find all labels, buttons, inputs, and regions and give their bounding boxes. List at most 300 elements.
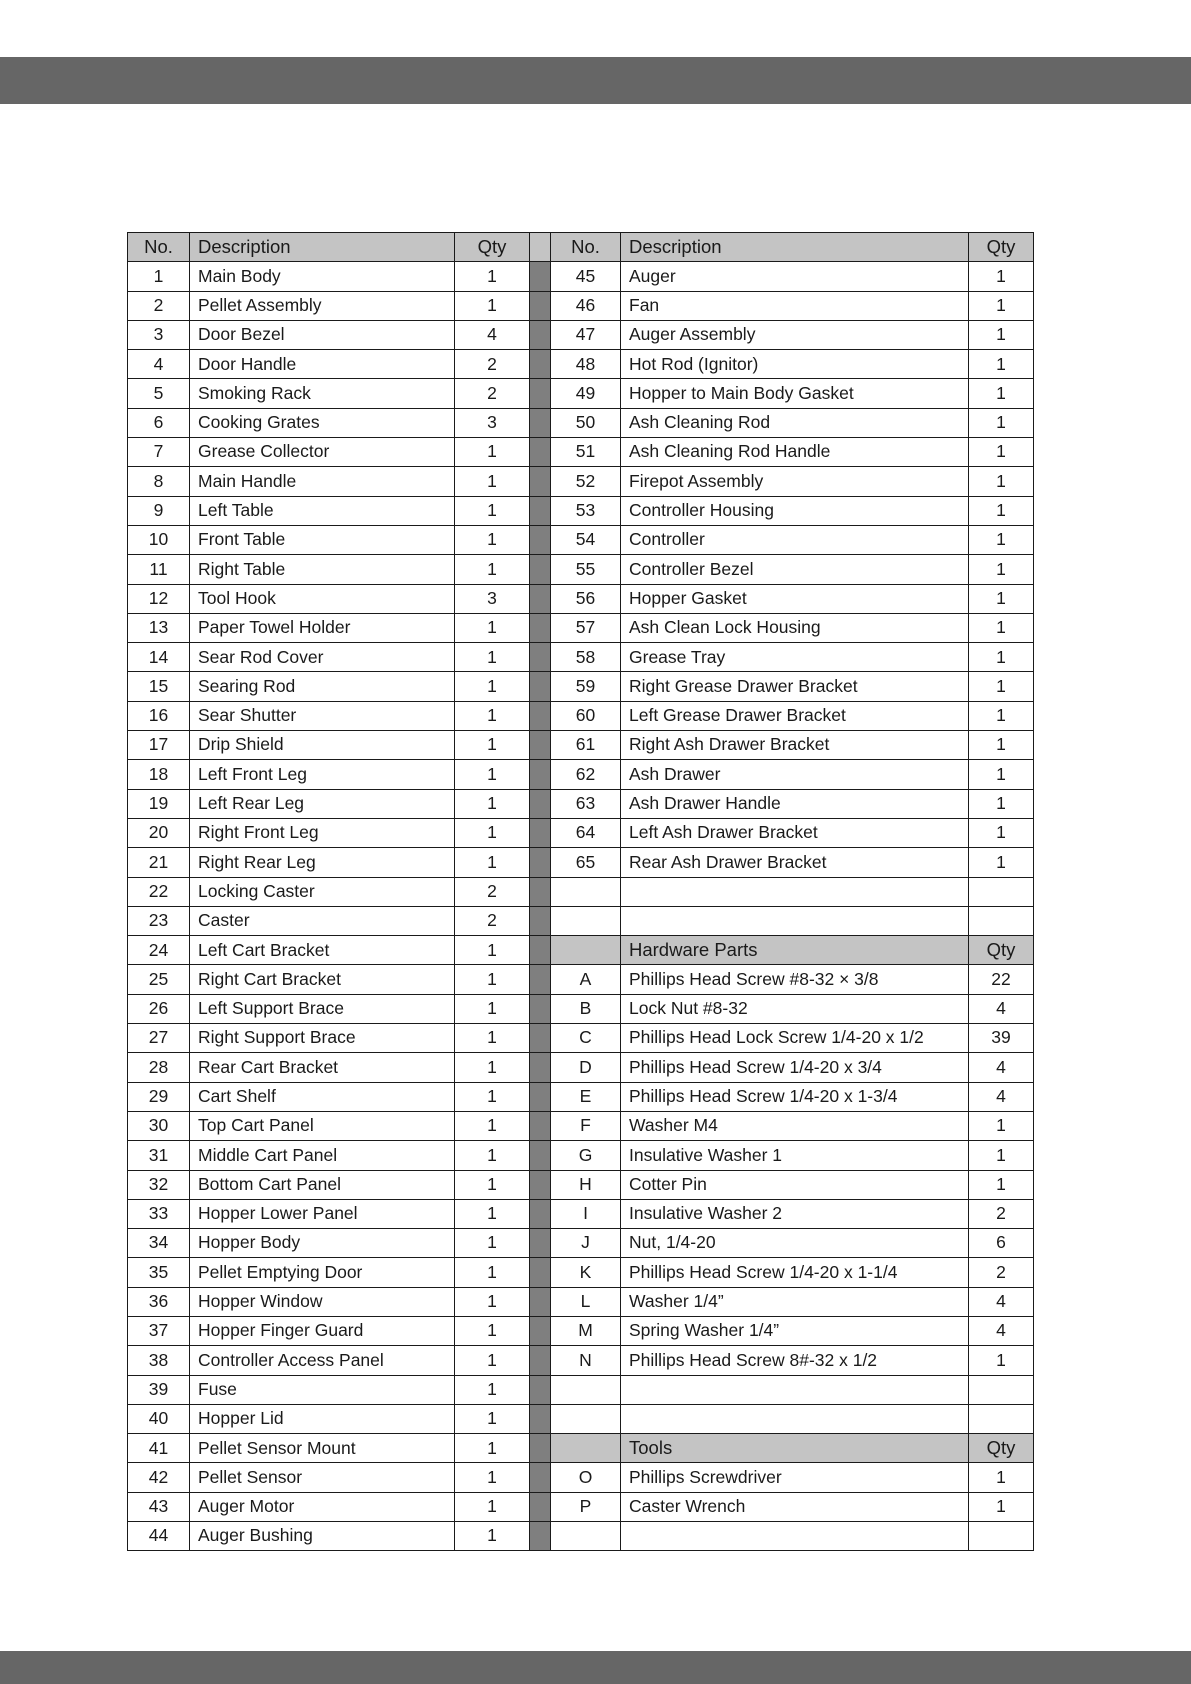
part-number: 58 — [551, 643, 621, 672]
part-number: 40 — [128, 1404, 190, 1433]
column-separator — [530, 1082, 551, 1111]
part-description: Auger — [621, 262, 969, 291]
part-number: 34 — [128, 1229, 190, 1258]
part-qty: 2 — [969, 1199, 1034, 1228]
part-number: 37 — [128, 1316, 190, 1345]
parts-list-table — [127, 232, 1034, 1551]
empty-cell — [621, 1522, 969, 1551]
empty-cell — [551, 906, 621, 935]
part-number: 49 — [551, 379, 621, 408]
column-separator — [530, 1111, 551, 1140]
part-description: Hopper Body — [190, 1229, 455, 1258]
part-qty: 1 — [455, 1199, 530, 1228]
part-qty: 1 — [969, 760, 1034, 789]
part-number: A — [551, 965, 621, 994]
column-separator — [530, 1141, 551, 1170]
part-number: 33 — [128, 1199, 190, 1228]
part-number: 17 — [128, 731, 190, 760]
part-number: 59 — [551, 672, 621, 701]
part-qty: 1 — [455, 1316, 530, 1345]
part-number: 24 — [128, 936, 190, 965]
table-row — [128, 1199, 1034, 1228]
part-description: Right Grease Drawer Bracket — [621, 672, 969, 701]
part-number: 10 — [128, 525, 190, 554]
part-qty: 1 — [455, 1522, 530, 1551]
column-separator — [530, 789, 551, 818]
part-description: Searing Rod — [190, 672, 455, 701]
part-number: C — [551, 1024, 621, 1053]
part-description: Firepot Assembly — [621, 467, 969, 496]
part-description: Phillips Head Screw 1/4-20 x 1-3/4 — [621, 1082, 969, 1111]
column-separator — [530, 379, 551, 408]
column-separator — [530, 438, 551, 467]
part-qty: 1 — [969, 672, 1034, 701]
part-description: Pellet Sensor Mount — [190, 1434, 455, 1463]
part-number: 55 — [551, 555, 621, 584]
part-description: Washer M4 — [621, 1111, 969, 1140]
column-separator — [530, 1316, 551, 1345]
column-separator — [530, 320, 551, 349]
part-description: Sear Shutter — [190, 701, 455, 730]
table-row — [128, 848, 1034, 877]
table-header-row — [128, 233, 1034, 262]
part-description: Front Table — [190, 525, 455, 554]
part-description: Tool Hook — [190, 584, 455, 613]
part-qty: 1 — [455, 848, 530, 877]
part-number: 61 — [551, 731, 621, 760]
table-row — [128, 1346, 1034, 1375]
part-qty: 1 — [969, 350, 1034, 379]
column-separator — [530, 818, 551, 847]
part-number: 48 — [551, 350, 621, 379]
part-description: Ash Drawer — [621, 760, 969, 789]
part-number: 22 — [128, 877, 190, 906]
column-separator — [530, 1170, 551, 1199]
part-description: Phillips Head Screw 1/4-20 x 3/4 — [621, 1053, 969, 1082]
section-header-qty: Qty — [969, 1434, 1034, 1463]
table-row — [128, 1024, 1034, 1053]
column-separator — [530, 1492, 551, 1521]
part-qty: 1 — [969, 291, 1034, 320]
part-description: Phillips Screwdriver — [621, 1463, 969, 1492]
table-row — [128, 965, 1034, 994]
section-header-qty: Qty — [969, 936, 1034, 965]
part-number: 23 — [128, 906, 190, 935]
table-row — [128, 1287, 1034, 1316]
part-qty: 1 — [455, 1024, 530, 1053]
part-description: Spring Washer 1/4” — [621, 1316, 969, 1345]
part-number: 31 — [128, 1141, 190, 1170]
empty-cell — [621, 1404, 969, 1433]
part-description: Controller Housing — [621, 496, 969, 525]
empty-cell — [621, 906, 969, 935]
bottom-banner — [0, 1651, 1191, 1684]
part-qty: 2 — [455, 379, 530, 408]
part-description: Caster Wrench — [621, 1492, 969, 1521]
column-separator — [530, 1404, 551, 1433]
part-qty: 1 — [455, 643, 530, 672]
part-description: Ash Clean Lock Housing — [621, 613, 969, 642]
left-qty-header: Qty — [455, 233, 530, 262]
table-row — [128, 1434, 1034, 1463]
part-qty: 1 — [455, 438, 530, 467]
part-qty: 1 — [455, 1434, 530, 1463]
part-description: Auger Bushing — [190, 1522, 455, 1551]
part-qty: 4 — [969, 1316, 1034, 1345]
part-qty: 1 — [455, 1111, 530, 1140]
part-qty: 1 — [969, 496, 1034, 525]
table-row — [128, 1170, 1034, 1199]
part-number: E — [551, 1082, 621, 1111]
part-number: 4 — [128, 350, 190, 379]
part-qty: 1 — [969, 379, 1034, 408]
part-description: Controller Bezel — [621, 555, 969, 584]
part-qty: 1 — [455, 467, 530, 496]
part-qty: 1 — [969, 789, 1034, 818]
part-number: 50 — [551, 408, 621, 437]
column-separator — [530, 1258, 551, 1287]
part-description: Cotter Pin — [621, 1170, 969, 1199]
part-description: Rear Ash Drawer Bracket — [621, 848, 969, 877]
section-header-blank — [551, 1434, 621, 1463]
part-number: 16 — [128, 701, 190, 730]
part-number: 28 — [128, 1053, 190, 1082]
part-number: 53 — [551, 496, 621, 525]
part-qty: 1 — [455, 818, 530, 847]
table-row — [128, 320, 1034, 349]
part-number: P — [551, 1492, 621, 1521]
column-separator — [530, 1024, 551, 1053]
part-number: 7 — [128, 438, 190, 467]
part-description: Hopper Lower Panel — [190, 1199, 455, 1228]
part-qty: 1 — [969, 1346, 1034, 1375]
part-description: Right Cart Bracket — [190, 965, 455, 994]
part-description: Pellet Sensor — [190, 1463, 455, 1492]
part-description: Phillips Head Screw 8#-32 x 1/2 — [621, 1346, 969, 1375]
part-description: Bottom Cart Panel — [190, 1170, 455, 1199]
part-number: 42 — [128, 1463, 190, 1492]
part-qty: 1 — [455, 1229, 530, 1258]
part-number: F — [551, 1111, 621, 1140]
part-description: Caster — [190, 906, 455, 935]
table-row — [128, 379, 1034, 408]
part-qty: 1 — [969, 613, 1034, 642]
top-banner — [0, 57, 1191, 104]
part-number: 26 — [128, 994, 190, 1023]
part-qty: 1 — [455, 262, 530, 291]
part-number: 56 — [551, 584, 621, 613]
empty-cell — [621, 877, 969, 906]
table-row — [128, 584, 1034, 613]
part-number: 30 — [128, 1111, 190, 1140]
section-header-blank — [551, 936, 621, 965]
part-qty: 3 — [455, 408, 530, 437]
right-description-header: Description — [621, 233, 969, 262]
part-number: 19 — [128, 789, 190, 818]
part-number: 13 — [128, 613, 190, 642]
part-description: Ash Drawer Handle — [621, 789, 969, 818]
part-qty: 1 — [455, 701, 530, 730]
part-number: 20 — [128, 818, 190, 847]
part-qty: 1 — [455, 291, 530, 320]
part-number: 57 — [551, 613, 621, 642]
column-separator — [530, 936, 551, 965]
table-row — [128, 408, 1034, 437]
part-number: 11 — [128, 555, 190, 584]
part-qty: 1 — [455, 760, 530, 789]
column-separator — [530, 350, 551, 379]
column-separator — [530, 701, 551, 730]
part-number: 63 — [551, 789, 621, 818]
part-number: 62 — [551, 760, 621, 789]
part-qty: 1 — [969, 555, 1034, 584]
table-row — [128, 1375, 1034, 1404]
part-description: Hopper Lid — [190, 1404, 455, 1433]
table-row — [128, 994, 1034, 1023]
column-separator — [530, 525, 551, 554]
part-qty: 1 — [455, 1404, 530, 1433]
column-separator — [530, 1375, 551, 1404]
part-description: Nut, 1/4-20 — [621, 1229, 969, 1258]
part-qty: 1 — [455, 965, 530, 994]
part-description: Phillips Head Screw 1/4-20 x 1-1/4 — [621, 1258, 969, 1287]
part-number: G — [551, 1141, 621, 1170]
part-number: L — [551, 1287, 621, 1316]
column-separator — [530, 848, 551, 877]
column-separator — [530, 613, 551, 642]
column-separator — [530, 760, 551, 789]
part-qty: 2 — [455, 350, 530, 379]
part-qty: 2 — [455, 906, 530, 935]
part-qty: 1 — [969, 701, 1034, 730]
part-qty: 4 — [969, 1082, 1034, 1111]
part-description: Top Cart Panel — [190, 1111, 455, 1140]
part-description: Controller Access Panel — [190, 1346, 455, 1375]
part-description: Cooking Grates — [190, 408, 455, 437]
part-qty: 1 — [455, 1287, 530, 1316]
part-qty: 1 — [969, 1141, 1034, 1170]
table-row — [128, 350, 1034, 379]
empty-cell — [551, 877, 621, 906]
part-number: 45 — [551, 262, 621, 291]
part-qty: 22 — [969, 965, 1034, 994]
column-separator — [530, 467, 551, 496]
part-qty: 1 — [455, 1346, 530, 1375]
section-header-title: Hardware Parts — [621, 936, 969, 965]
part-qty: 1 — [455, 496, 530, 525]
column-separator — [530, 672, 551, 701]
part-description: Lock Nut #8-32 — [621, 994, 969, 1023]
table-row — [128, 262, 1034, 291]
column-separator — [530, 1522, 551, 1551]
part-number: 32 — [128, 1170, 190, 1199]
part-description: Rear Cart Bracket — [190, 1053, 455, 1082]
part-description: Pellet Emptying Door — [190, 1258, 455, 1287]
empty-cell — [969, 1375, 1034, 1404]
part-qty: 3 — [455, 584, 530, 613]
part-qty: 1 — [455, 555, 530, 584]
part-description: Hopper Gasket — [621, 584, 969, 613]
empty-cell — [551, 1404, 621, 1433]
part-description: Washer 1/4” — [621, 1287, 969, 1316]
right-qty-header: Qty — [969, 233, 1034, 262]
part-qty: 1 — [969, 643, 1034, 672]
part-number: 6 — [128, 408, 190, 437]
empty-cell — [969, 906, 1034, 935]
column-separator — [530, 965, 551, 994]
part-qty: 1 — [455, 789, 530, 818]
part-description: Right Rear Leg — [190, 848, 455, 877]
part-description: Grease Collector — [190, 438, 455, 467]
part-number: 5 — [128, 379, 190, 408]
part-number: 25 — [128, 965, 190, 994]
part-qty: 1 — [455, 525, 530, 554]
table-row — [128, 1316, 1034, 1345]
part-qty: 1 — [969, 1170, 1034, 1199]
table-row — [128, 1463, 1034, 1492]
table-row — [128, 555, 1034, 584]
part-description: Right Support Brace — [190, 1024, 455, 1053]
part-qty: 2 — [455, 877, 530, 906]
column-separator — [530, 1199, 551, 1228]
part-description: Middle Cart Panel — [190, 1141, 455, 1170]
part-description: Auger Motor — [190, 1492, 455, 1521]
part-description: Left Support Brace — [190, 994, 455, 1023]
part-description: Drip Shield — [190, 731, 455, 760]
part-number: 44 — [128, 1522, 190, 1551]
part-number: I — [551, 1199, 621, 1228]
part-qty: 1 — [969, 438, 1034, 467]
part-description: Left Front Leg — [190, 760, 455, 789]
part-number: 18 — [128, 760, 190, 789]
part-description: Door Handle — [190, 350, 455, 379]
part-description: Insulative Washer 1 — [621, 1141, 969, 1170]
part-qty: 4 — [969, 994, 1034, 1023]
part-number: 43 — [128, 1492, 190, 1521]
part-description: Right Table — [190, 555, 455, 584]
part-description: Grease Tray — [621, 643, 969, 672]
part-description: Left Rear Leg — [190, 789, 455, 818]
part-number: 2 — [128, 291, 190, 320]
part-description: Ash Cleaning Rod — [621, 408, 969, 437]
part-number: 14 — [128, 643, 190, 672]
column-separator — [530, 555, 551, 584]
part-description: Right Ash Drawer Bracket — [621, 731, 969, 760]
table-row — [128, 1258, 1034, 1287]
part-qty: 1 — [969, 1111, 1034, 1140]
part-qty: 1 — [455, 1375, 530, 1404]
part-qty: 1 — [455, 936, 530, 965]
part-qty: 1 — [969, 818, 1034, 847]
part-number: 36 — [128, 1287, 190, 1316]
part-qty: 39 — [969, 1024, 1034, 1053]
table-row — [128, 1141, 1034, 1170]
part-qty: 1 — [969, 525, 1034, 554]
column-separator — [530, 1053, 551, 1082]
empty-cell — [969, 877, 1034, 906]
part-number: O — [551, 1463, 621, 1492]
column-separator — [530, 906, 551, 935]
part-description: Door Bezel — [190, 320, 455, 349]
part-number: 8 — [128, 467, 190, 496]
part-qty: 1 — [969, 320, 1034, 349]
part-qty: 1 — [969, 848, 1034, 877]
column-separator — [530, 1229, 551, 1258]
part-description: Main Body — [190, 262, 455, 291]
table-row — [128, 1111, 1034, 1140]
part-number: 60 — [551, 701, 621, 730]
part-qty: 4 — [969, 1287, 1034, 1316]
part-qty: 1 — [455, 1170, 530, 1199]
empty-cell — [969, 1404, 1034, 1433]
part-description: Phillips Head Screw #8-32 × 3/8 — [621, 965, 969, 994]
left-description-header: Description — [190, 233, 455, 262]
column-separator — [530, 877, 551, 906]
part-number: 27 — [128, 1024, 190, 1053]
part-description: Fuse — [190, 1375, 455, 1404]
table-row — [128, 731, 1034, 760]
part-number: 21 — [128, 848, 190, 877]
part-qty: 1 — [969, 1463, 1034, 1492]
part-number: 47 — [551, 320, 621, 349]
part-number: 1 — [128, 262, 190, 291]
table-row — [128, 1053, 1034, 1082]
part-description: Left Cart Bracket — [190, 936, 455, 965]
table-row — [128, 906, 1034, 935]
column-separator — [530, 1346, 551, 1375]
part-number: 54 — [551, 525, 621, 554]
column-separator — [530, 262, 551, 291]
part-qty: 1 — [969, 467, 1034, 496]
part-qty: 1 — [455, 672, 530, 701]
part-qty: 1 — [455, 1053, 530, 1082]
part-description: Hot Rod (Ignitor) — [621, 350, 969, 379]
column-separator — [530, 1287, 551, 1316]
part-description: Smoking Rack — [190, 379, 455, 408]
column-separator — [530, 643, 551, 672]
part-qty: 1 — [455, 1492, 530, 1521]
part-description: Left Ash Drawer Bracket — [621, 818, 969, 847]
part-description: Insulative Washer 2 — [621, 1199, 969, 1228]
part-description: Auger Assembly — [621, 320, 969, 349]
part-description: Hopper Finger Guard — [190, 1316, 455, 1345]
part-qty: 1 — [455, 1258, 530, 1287]
table-row — [128, 525, 1034, 554]
section-header-title: Tools — [621, 1434, 969, 1463]
table-row — [128, 760, 1034, 789]
table-row — [128, 936, 1034, 965]
table-row — [128, 672, 1034, 701]
table-row — [128, 438, 1034, 467]
part-number: D — [551, 1053, 621, 1082]
part-number: B — [551, 994, 621, 1023]
empty-cell — [969, 1522, 1034, 1551]
part-qty: 1 — [969, 408, 1034, 437]
part-number: 41 — [128, 1434, 190, 1463]
right-no-header: No. — [551, 233, 621, 262]
part-qty: 1 — [455, 613, 530, 642]
part-description: Controller — [621, 525, 969, 554]
part-qty: 2 — [969, 1258, 1034, 1287]
part-description: Hopper Window — [190, 1287, 455, 1316]
table-row — [128, 1229, 1034, 1258]
column-separator — [530, 994, 551, 1023]
part-description: Left Grease Drawer Bracket — [621, 701, 969, 730]
part-description: Pellet Assembly — [190, 291, 455, 320]
table-row — [128, 1492, 1034, 1521]
part-qty: 1 — [455, 1082, 530, 1111]
table-row — [128, 291, 1034, 320]
